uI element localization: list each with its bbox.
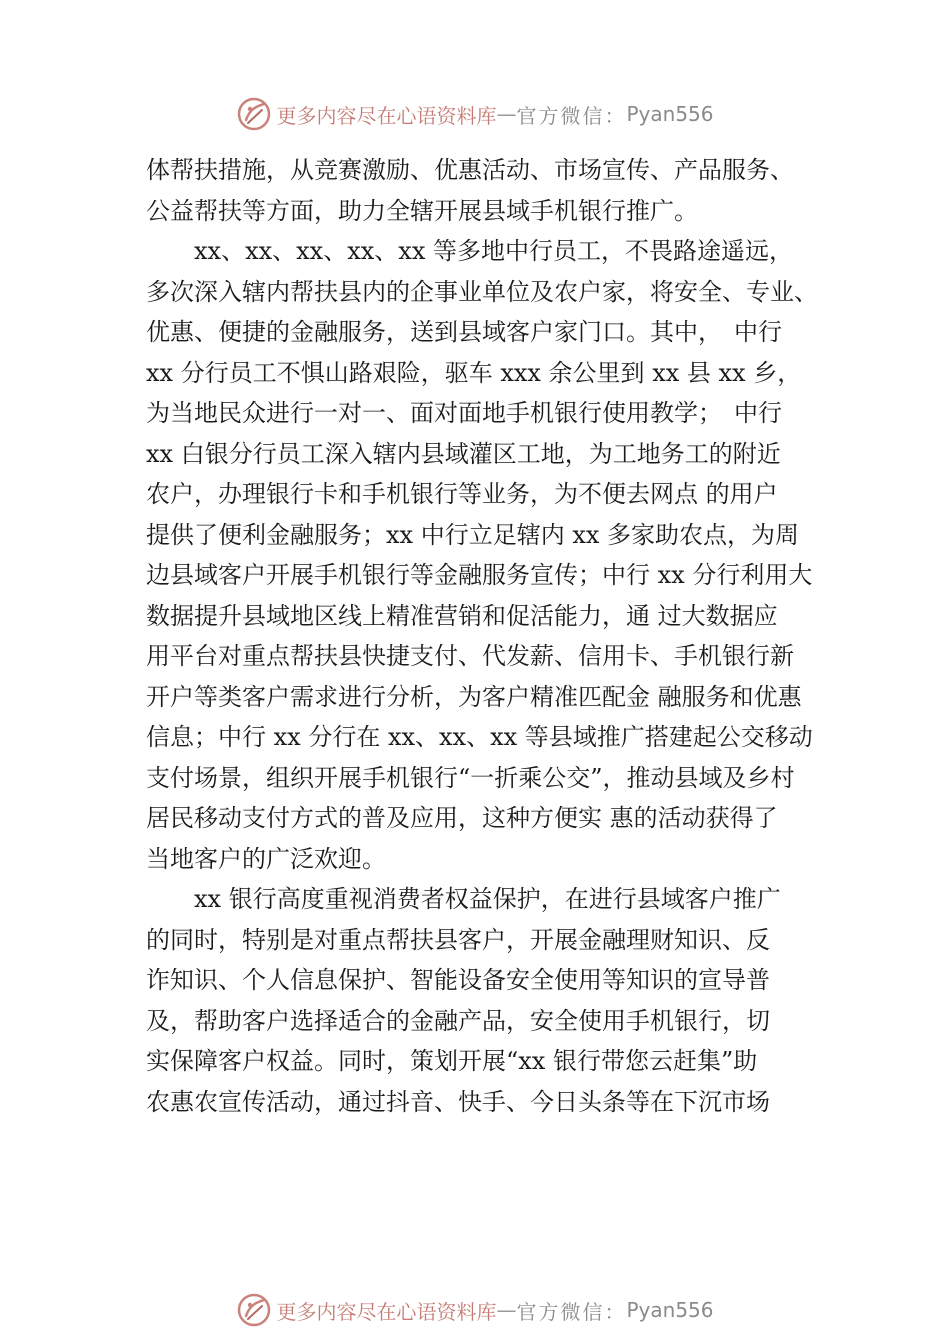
text-line: 优惠、便捷的金融服务，送到县域客户家门口。其中， 中行 [146,318,782,346]
text-line: 公益帮扶等方面，助力全辖开展县域手机银行推广。 [146,196,698,225]
paragraph [146,231,846,879]
text-line: 实保障客户权益。同时，策划开展“xx 银行带您云赶集”助 [146,1047,758,1075]
brand-logo-icon [236,96,272,132]
banner-wechat-id: Pyan556 [626,102,714,126]
text-line: 提供了便利金融服务；xx 中行立足辖内 xx 多家助农点，为周 [146,520,800,549]
text-line: 农户，办理银行卡和手机银行等业务，为不便去网点 的用户 [146,480,778,508]
banner-wechat-label: 官方微信： [516,1299,627,1324]
text-line: xx 银行高度重视消费者权益保护，在进行县域客户推广 [194,885,781,913]
text-line: 边县域客户开展手机银行等金融服务宣传；中行 xx 分行利用大 [146,561,813,589]
footer-watermark-banner [0,1290,950,1330]
banner-dash: — [496,1298,517,1322]
paragraph [146,150,846,231]
text-line: xx、xx、xx、xx、xx 等多地中行员工，不畏路途遥远， [194,237,793,265]
header-watermark-banner [0,94,950,134]
text-line: 支付场景，组织开展手机银行“一折乘公交”，推动县域及乡村 [146,763,795,792]
text-line: 多次深入辖内帮扶县内的企事业单位及农户家，将安全、专业、 [146,277,818,306]
brand-logo-icon [236,1292,272,1328]
text-line: 及，帮助客户选择适合的金融产品，安全使用手机银行，切 [146,1006,770,1035]
paragraph [146,879,846,1122]
text-line: xx 分行员工不惧山路艰险，驱车 xxx 余公里到 xx 县 xx 乡， [146,358,802,387]
text-line: 信息；中行 xx 分行在 xx、xx、xx 等县域推广搭建起公交移动 [146,723,813,751]
banner-title: 更多内容尽在心语资料库 [276,103,497,128]
banner-dash: — [496,102,517,126]
text-line: 当地客户的广泛欢迎。 [146,844,386,873]
text-line: 居民移动支付方式的普及应用，这种方便实 惠的活动获得了 [146,804,778,832]
text-line: 为当地民众进行一对一、面对面地手机银行使用教学； 中行 [146,399,782,427]
banner-wechat-id: Pyan556 [626,1298,714,1322]
text-line: 诈知识、个人信息保护、智能设备安全使用等知识的宣导普 [146,966,770,994]
text-line: 开户等类客户需求进行分析，为客户精准匹配金 融服务和优惠 [146,682,802,711]
text-line: 的同时，特别是对重点帮扶县客户，开展金融理财知识、反 [146,925,770,954]
text-line: 农惠农宣传活动，通过抖音、快手、今日头条等在下沉市场 [146,1087,770,1116]
text-line: 数据提升县域地区线上精准营销和促活能力，通 过大数据应 [146,601,778,630]
text-line: xx 白银分行员工深入辖内县域灌区工地，为工地务工的附近 [146,439,781,468]
document-body [146,150,846,1122]
text-line: 用平台对重点帮扶县快捷支付、代发薪、信用卡、手机银行新 [146,642,794,670]
banner-wechat-label: 官方微信： [516,103,627,128]
banner-title: 更多内容尽在心语资料库 [276,1299,497,1324]
text-line: 体帮扶措施，从竞赛激励、优惠活动、市场宣传、产品服务、 [146,156,794,184]
